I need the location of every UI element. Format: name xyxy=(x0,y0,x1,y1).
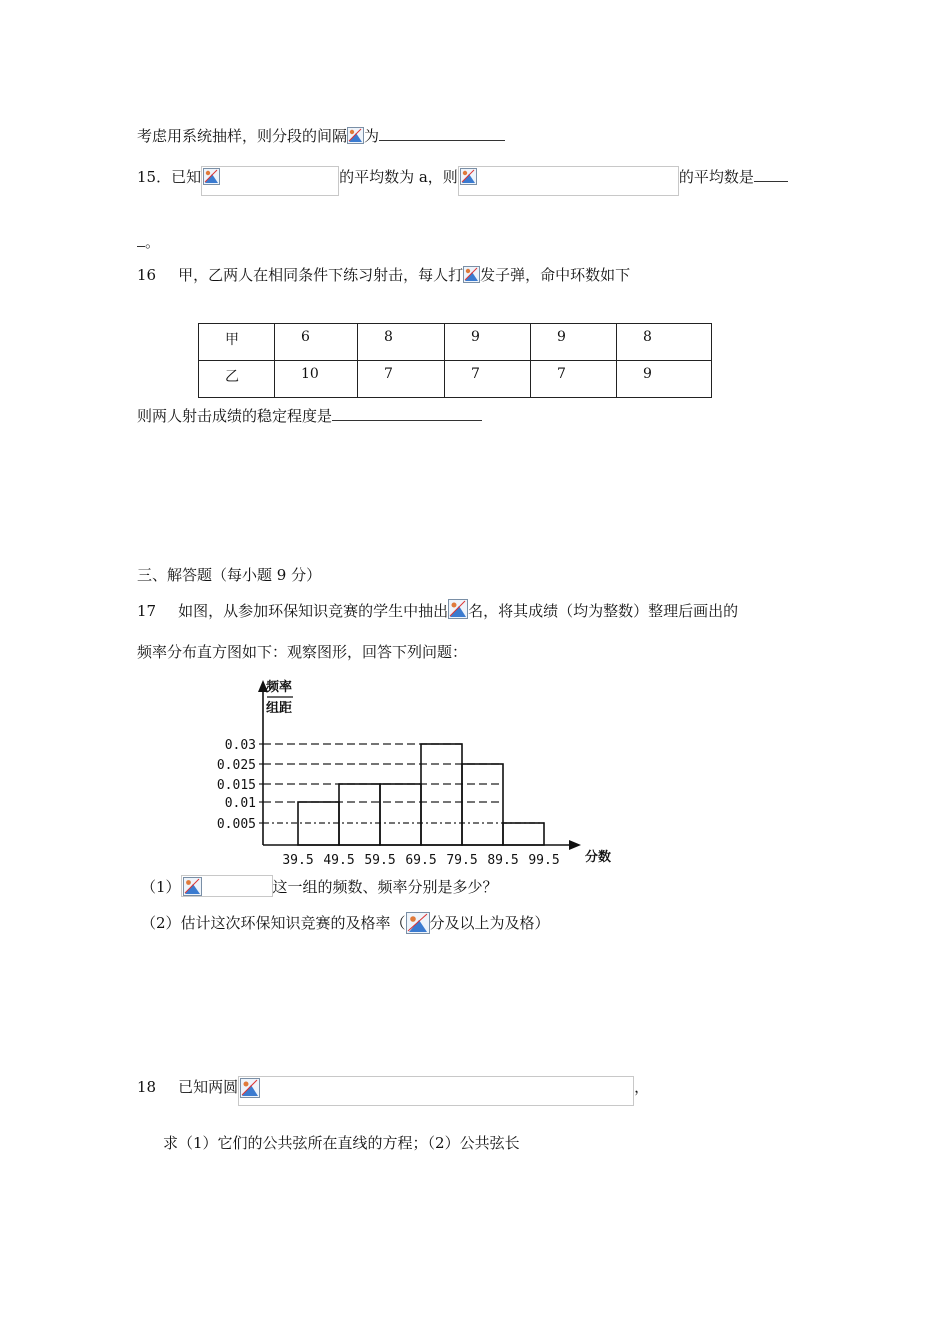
x-tick-label: 99.5 xyxy=(528,853,560,868)
q17-line2: 频率分布直方图如下：观察图形，回答下列问题： xyxy=(137,643,468,661)
y-tick-label: 0.025 xyxy=(216,758,256,773)
answer-blank[interactable] xyxy=(137,232,145,247)
table-cell: 6 xyxy=(275,324,358,361)
formula-image-box xyxy=(201,166,339,196)
q17 xyxy=(137,599,738,621)
broken-image-icon xyxy=(203,168,220,185)
broken-image-icon xyxy=(406,912,430,934)
table-cell: 9 xyxy=(617,361,712,398)
q18-comma: ， xyxy=(634,1078,650,1096)
broken-image-icon xyxy=(183,877,202,896)
q18 xyxy=(137,1076,649,1106)
formula-image-box xyxy=(458,166,679,196)
histogram-bar xyxy=(462,764,503,845)
x-axis-label: 分数 xyxy=(585,850,612,865)
table-cell: 10 xyxy=(275,361,358,398)
histogram-bar xyxy=(503,823,544,845)
q18-text: 已知两圆 xyxy=(178,1078,239,1096)
broken-image-icon xyxy=(463,266,480,283)
q17-sub1 xyxy=(141,875,498,897)
q16-text: 甲，乙两人在相同条件下练习射击，每人打 xyxy=(178,266,464,284)
table-cell: 8 xyxy=(617,324,712,361)
y-axis-label-numerator: 频率 xyxy=(265,680,293,695)
answer-blank[interactable] xyxy=(379,126,505,141)
q16-label: 16 xyxy=(137,266,157,284)
table-cell: 7 xyxy=(358,361,445,398)
frequency-histogram xyxy=(205,676,612,870)
score-table xyxy=(198,323,712,398)
section-title: 三、解答题（每小题 9 分） xyxy=(137,566,322,584)
x-axis-arrow xyxy=(569,840,581,850)
broken-image-icon xyxy=(460,168,477,185)
x-tick-label: 49.5 xyxy=(323,853,355,868)
y-tick-label: 0.01 xyxy=(224,796,256,811)
table-cell: 甲 xyxy=(199,324,275,361)
q18-label: 18 xyxy=(137,1078,157,1096)
x-tick-label: 89.5 xyxy=(487,853,519,868)
q15 xyxy=(137,166,788,196)
broken-image-icon xyxy=(448,599,468,619)
histogram-bar xyxy=(421,744,462,845)
q17-text-b: 名，将其成绩（均为整数）整理后画出的 xyxy=(468,602,739,620)
formula-image-box xyxy=(181,875,273,897)
q17-sub2-text: 分及以上为及格） xyxy=(429,914,550,932)
formula-image-box xyxy=(238,1076,634,1106)
q14-after: 为 xyxy=(364,127,380,145)
q14-text: 考虑用系统抽样，则分段的间隔 xyxy=(137,127,348,145)
x-tick-label: 69.5 xyxy=(405,853,437,868)
broken-image-icon xyxy=(347,127,364,144)
y-tick-label: 0.03 xyxy=(224,738,256,753)
q14-tail xyxy=(137,126,505,146)
table-row xyxy=(199,361,712,398)
table-cell: 9 xyxy=(531,324,617,361)
histogram-bar xyxy=(380,784,421,845)
table-cell: 乙 xyxy=(199,361,275,398)
histogram-bar xyxy=(298,802,339,845)
y-tick-label: 0.015 xyxy=(216,778,256,793)
x-tick-label: 39.5 xyxy=(282,853,314,868)
table-cell: 9 xyxy=(445,324,531,361)
q18-ask: 求（1）它们的公共弦所在直线的方程；（2）公共弦长 xyxy=(163,1134,520,1152)
q17-sub1-prefix: （1） xyxy=(141,878,181,896)
q15-end: 的平均数是 xyxy=(678,168,754,186)
broken-image-icon xyxy=(240,1078,260,1098)
q17-sub1-text: 这一组的频数、频率分别是多少？ xyxy=(272,878,498,896)
y-tick-label: 0.005 xyxy=(216,817,256,832)
table-row xyxy=(199,324,712,361)
q17-sub2-prefix: （2）估计这次环保知识竞赛的及格率（ xyxy=(141,914,406,932)
q17-label: 17 xyxy=(137,602,157,620)
table-cell: 8 xyxy=(358,324,445,361)
q16 xyxy=(137,265,630,285)
q15-cont xyxy=(137,232,160,252)
q17-sub2 xyxy=(141,912,550,934)
answer-blank[interactable] xyxy=(754,167,788,182)
q15-mid: 的平均数为 a，则 xyxy=(339,168,458,186)
table-cell: 7 xyxy=(445,361,531,398)
q16-conclusion xyxy=(137,406,482,426)
y-axis-label-denominator: 组距 xyxy=(265,701,293,716)
q15-cont-text: 。 xyxy=(145,233,161,251)
q16-after: 发子弹，命中环数如下 xyxy=(480,266,631,284)
x-tick-label: 59.5 xyxy=(364,853,396,868)
table-cell: 7 xyxy=(531,361,617,398)
histogram-bar xyxy=(339,784,380,845)
x-tick-label: 79.5 xyxy=(446,853,478,868)
q15-label: 15．已知 xyxy=(137,168,202,186)
q16-conclusion-text: 则两人射击成绩的稳定程度是 xyxy=(137,407,333,425)
answer-blank[interactable] xyxy=(332,406,482,421)
q17-text: 如图，从参加环保知识竞赛的学生中抽出 xyxy=(178,602,449,620)
